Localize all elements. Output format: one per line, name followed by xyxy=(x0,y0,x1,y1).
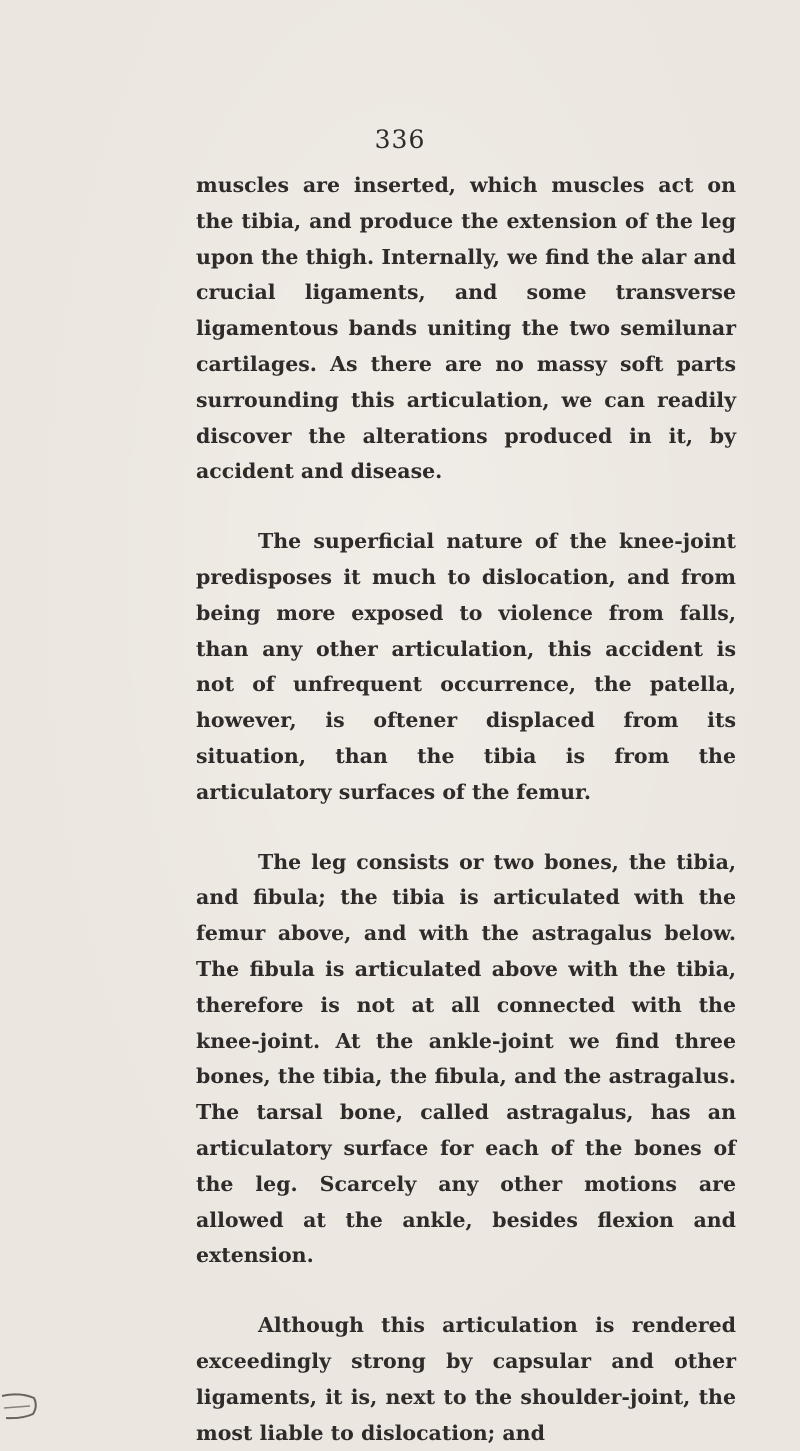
paragraph-1: muscles are inserted, which muscles act on the tibia, and produce the extension of the leg upon the thigh. Internally, we find the alar and crucial ligaments, and some transverse ligamentous bands uniting the two semilunar cartilages. As there are no massy soft parts surrounding this articulation, we can readily discover the alterations produced in it, by accident and disease. xyxy=(196,173,736,484)
paragraph-4: Although this articulation is rendered exceedingly strong by capsular and other ligaments, it is, next to the shoulder-joint, the most liable to dislocation; and xyxy=(196,1313,736,1445)
paragraph-3: The leg consists or two bones, the tibia, and fibula; the tibia is articulated with the femur above, and with the astragalus below. The fibula is articulated above with the tibia, therefore is not at all connected with the knee-joint. At the ankle-joint we find three bones, the tibia, the fibula, and the astragalus. The tarsal bone, called astragalus, has an articulatory surface for each of the bones of the leg. Scarcely any other motions are allowed at the ankle, besides flexion and extension. xyxy=(196,849,736,1268)
page-edge-mark xyxy=(0,1388,40,1423)
page-body xyxy=(196,168,736,1451)
page-number: 336 xyxy=(374,125,426,154)
paragraph-2: The superficial nature of the knee-joint predisposes it much to dislocation, and from being more exposed to violence from falls, than any other articulation, this accident is not of unfrequent occurrence, the patella, however, is oftener displaced from its situation, than the tibia is from the articulatory surfaces of the femur. xyxy=(196,529,736,804)
